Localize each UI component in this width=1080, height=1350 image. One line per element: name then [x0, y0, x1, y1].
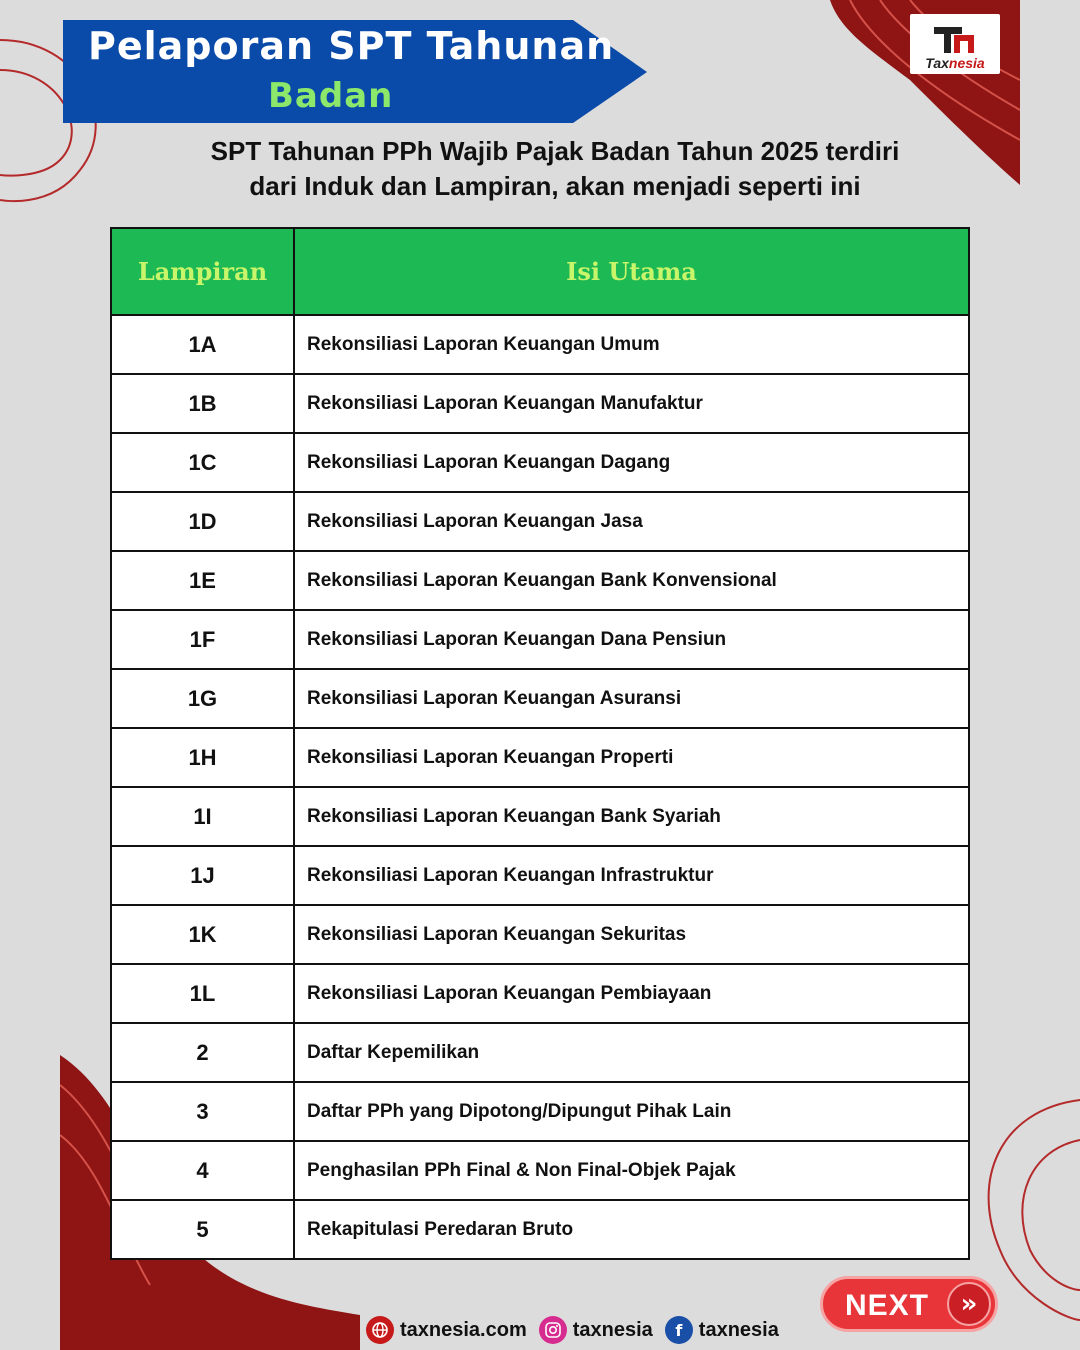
facebook-text: taxnesia [698, 1318, 779, 1341]
website-text: taxnesia.com [400, 1318, 527, 1341]
isi-utama-text: Daftar PPh yang Dipotong/Dipungut Pihak Lain [294, 1082, 969, 1141]
table-row [111, 1141, 969, 1200]
lampiran-code: 1K [111, 905, 294, 964]
isi-utama-text: Rekonsiliasi Laporan Keuangan Umum [294, 315, 969, 374]
lampiran-code: 4 [111, 1141, 294, 1200]
lampiran-code: 1C [111, 433, 294, 492]
table-row [111, 492, 969, 551]
lampiran-code: 1J [111, 846, 294, 905]
taxnesia-logo-icon [930, 25, 980, 55]
page-subtitle: Badan [268, 76, 394, 116]
table-row [111, 1023, 969, 1082]
table-row [111, 433, 969, 492]
instagram-text: taxnesia [572, 1318, 653, 1341]
table-row [111, 964, 969, 1023]
isi-utama-text: Rekonsiliasi Laporan Keuangan Sekuritas [294, 905, 969, 964]
isi-utama-text: Daftar Kepemilikan [294, 1023, 969, 1082]
logo-text: Taxnesia [925, 55, 985, 71]
next-button-label: NEXT [845, 1289, 930, 1322]
lampiran-code: 2 [111, 1023, 294, 1082]
lampiran-code: 1G [111, 669, 294, 728]
intro-line-1: SPT Tahunan PPh Wajib Pajak Badan Tahun 2025 terdiri [210, 136, 900, 166]
table-header-row [111, 228, 969, 315]
lampiran-code: 5 [111, 1200, 294, 1259]
table-row [111, 374, 969, 433]
lampiran-code: 1E [111, 551, 294, 610]
facebook-link[interactable] [665, 1316, 779, 1344]
lampiran-code: 1F [111, 610, 294, 669]
table-row [111, 551, 969, 610]
table-row [111, 1200, 969, 1259]
lampiran-code: 1A [111, 315, 294, 374]
isi-utama-text: Penghasilan PPh Final & Non Final-Objek Pajak [294, 1141, 969, 1200]
lampiran-code: 1L [111, 964, 294, 1023]
lampiran-code: 1H [111, 728, 294, 787]
lampiran-code: 1D [111, 492, 294, 551]
table-row [111, 315, 969, 374]
facebook-icon: f [665, 1316, 693, 1344]
instagram-link[interactable] [539, 1316, 653, 1344]
isi-utama-text: Rekonsiliasi Laporan Keuangan Dana Pensiun [294, 610, 969, 669]
isi-utama-text: Rekonsiliasi Laporan Keuangan Infrastruktur [294, 846, 969, 905]
isi-utama-text: Rekonsiliasi Laporan Keuangan Dagang [294, 433, 969, 492]
footer-socials [366, 1315, 791, 1345]
table-row [111, 728, 969, 787]
isi-utama-text: Rekonsiliasi Laporan Keuangan Asuransi [294, 669, 969, 728]
isi-utama-text: Rekonsiliasi Laporan Keuangan Pembiayaan [294, 964, 969, 1023]
next-button[interactable] [820, 1276, 998, 1332]
table-row [111, 610, 969, 669]
lampiran-code: 1I [111, 787, 294, 846]
isi-utama-text: Rekonsiliasi Laporan Keuangan Properti [294, 728, 969, 787]
intro-line-2: dari Induk dan Lampiran, akan menjadi seperti ini [249, 171, 861, 201]
column-header-lampiran: Lampiran [111, 228, 294, 315]
isi-utama-text: Rekonsiliasi Laporan Keuangan Manufaktur [294, 374, 969, 433]
lampiran-table [110, 227, 970, 1260]
website-link[interactable] [366, 1316, 527, 1344]
table-row [111, 905, 969, 964]
table-row [111, 787, 969, 846]
taxnesia-logo [910, 14, 1000, 74]
lampiran-code: 3 [111, 1082, 294, 1141]
table-row [111, 1082, 969, 1141]
page-title: Pelaporan SPT Tahunan [88, 24, 615, 68]
isi-utama-text: Rekapitulasi Peredaran Bruto [294, 1200, 969, 1259]
lampiran-code: 1B [111, 374, 294, 433]
column-header-isi-utama: Isi Utama [294, 228, 969, 315]
table-row [111, 669, 969, 728]
isi-utama-text: Rekonsiliasi Laporan Keuangan Bank Syariah [294, 787, 969, 846]
table-row [111, 846, 969, 905]
isi-utama-text: Rekonsiliasi Laporan Keuangan Jasa [294, 492, 969, 551]
double-chevron-right-icon: » [947, 1282, 991, 1326]
instagram-icon [539, 1316, 567, 1344]
globe-icon [366, 1316, 394, 1344]
intro-text [110, 134, 1000, 204]
isi-utama-text: Rekonsiliasi Laporan Keuangan Bank Konvensional [294, 551, 969, 610]
